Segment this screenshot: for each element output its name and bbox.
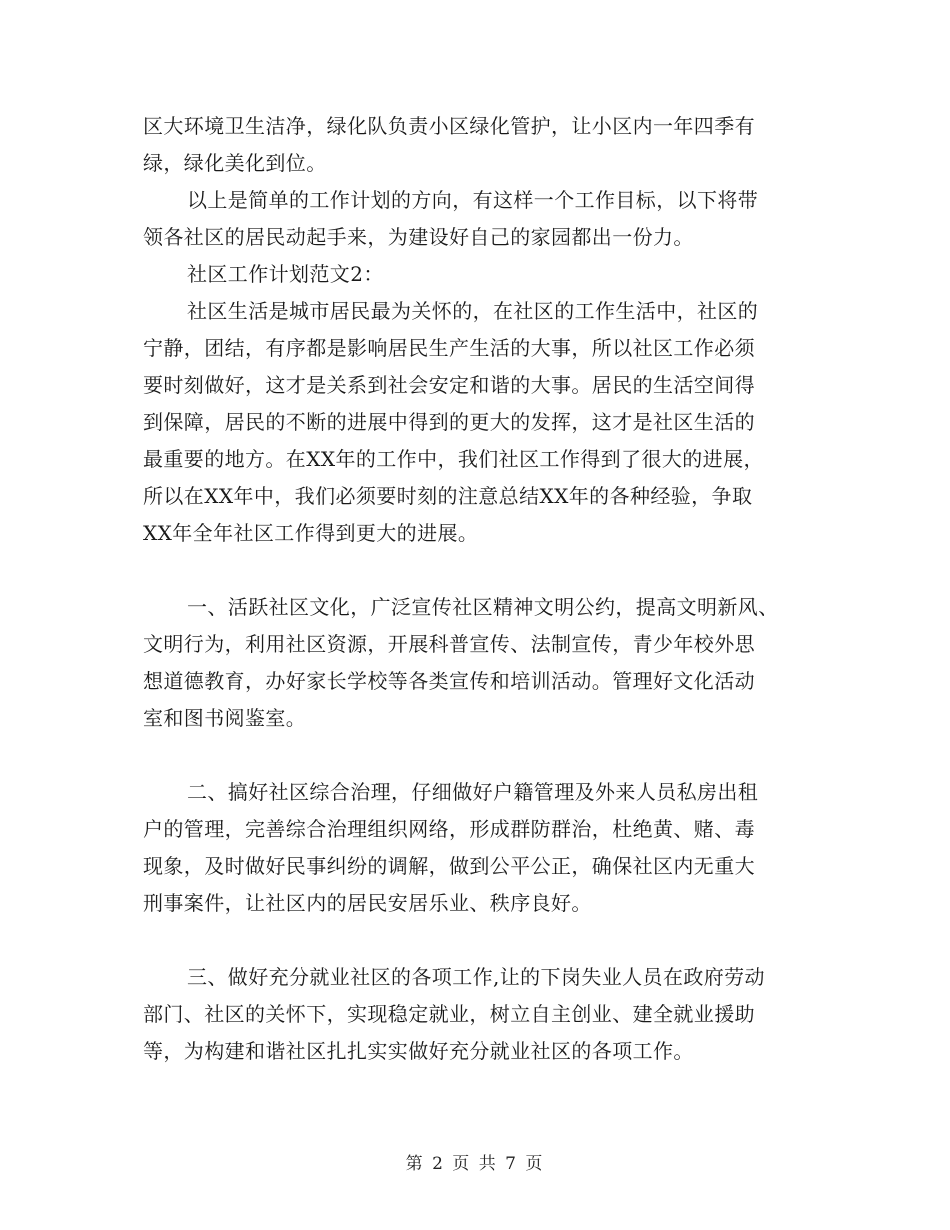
text-line: 宁静，团结，有序都是影响居民生产生活的大事，所以社区工作必须 xyxy=(143,336,755,360)
text-line: 以上是简单的工作计划的方向，有这样一个工作目标，以下将带 xyxy=(187,188,759,212)
text-line: 现象，及时做好民事纠纷的调解，做到公平公正，确保社区内无重大 xyxy=(143,854,755,878)
text-line: 三、做好充分就业社区的各项工作,让的下岗失业人员在政府劳动 xyxy=(187,965,765,989)
paragraph-gap xyxy=(143,922,809,959)
paragraph-item-three xyxy=(143,959,809,1070)
text-line: XX年全年社区工作得到更大的进展。 xyxy=(143,521,479,545)
text-line: 一、活跃社区文化，广泛宣传社区精神文明公约，提高文明新风、 xyxy=(187,595,779,619)
paragraph-environment xyxy=(143,108,809,182)
text-line: 文明行为，利用社区资源，开展科普宣传、法制宣传，青少年校外思 xyxy=(143,632,755,656)
text-line: 户的管理，完善综合治理组织网络，形成群防群治，杜绝黄、赌、毒 xyxy=(143,817,755,841)
section-heading xyxy=(143,256,809,293)
text-line: 所以在XX年中，我们必须要时刻的注意总结XX年的各种经验，争取 xyxy=(143,484,753,508)
text-line: 到保障，居民的不断的进展中得到的更大的发挥，这才是社区生活的 xyxy=(143,410,755,434)
paragraph-community-life xyxy=(143,293,809,552)
text-line: 室和图书阅鉴室。 xyxy=(143,706,307,730)
text-line: 想道德教育，办好家长学校等各类宣传和培训活动。管理好文化活动 xyxy=(143,669,755,693)
heading-line: 社区工作计划范文2： xyxy=(187,262,384,286)
text-line: 领各社区的居民动起手来，为建设好自己的家园都出一份力。 xyxy=(143,225,694,249)
text-line: 等，为构建和谐社区扎扎实实做好充分就业社区的各项工作。 xyxy=(143,1039,694,1063)
text-line: 区大环境卫生洁净，绿化队负责小区绿化管护，让小区内一年四季有 xyxy=(143,114,755,138)
paragraph-item-two xyxy=(143,774,809,922)
paragraph-plan-direction xyxy=(143,182,809,256)
paragraph-gap xyxy=(143,552,809,589)
page-number-footer: 第 2 页 共 7 页 xyxy=(405,1154,545,1174)
text-line: 要时刻做好，这才是关系到社会安定和谐的大事。居民的生活空间得 xyxy=(143,373,755,397)
text-line: 社区生活是城市居民最为关怀的，在社区的工作生活中，社区的 xyxy=(187,299,759,323)
paragraph-item-one xyxy=(143,589,809,737)
text-line: 最重要的地方。在XX年的工作中，我们社区工作得到了很大的进展， xyxy=(143,447,764,471)
text-line: 二、搞好社区综合治理，仔细做好户籍管理及外来人员私房出租 xyxy=(187,780,759,804)
document-body xyxy=(143,108,809,1070)
paragraph-gap xyxy=(143,737,809,774)
text-line: 绿，绿化美化到位。 xyxy=(143,151,327,175)
text-line: 刑事案件，让社区内的居民安居乐业、秩序良好。 xyxy=(143,891,592,915)
text-line: 部门、社区的关怀下，实现稳定就业，树立自主创业、建全就业援助 xyxy=(143,1002,755,1026)
